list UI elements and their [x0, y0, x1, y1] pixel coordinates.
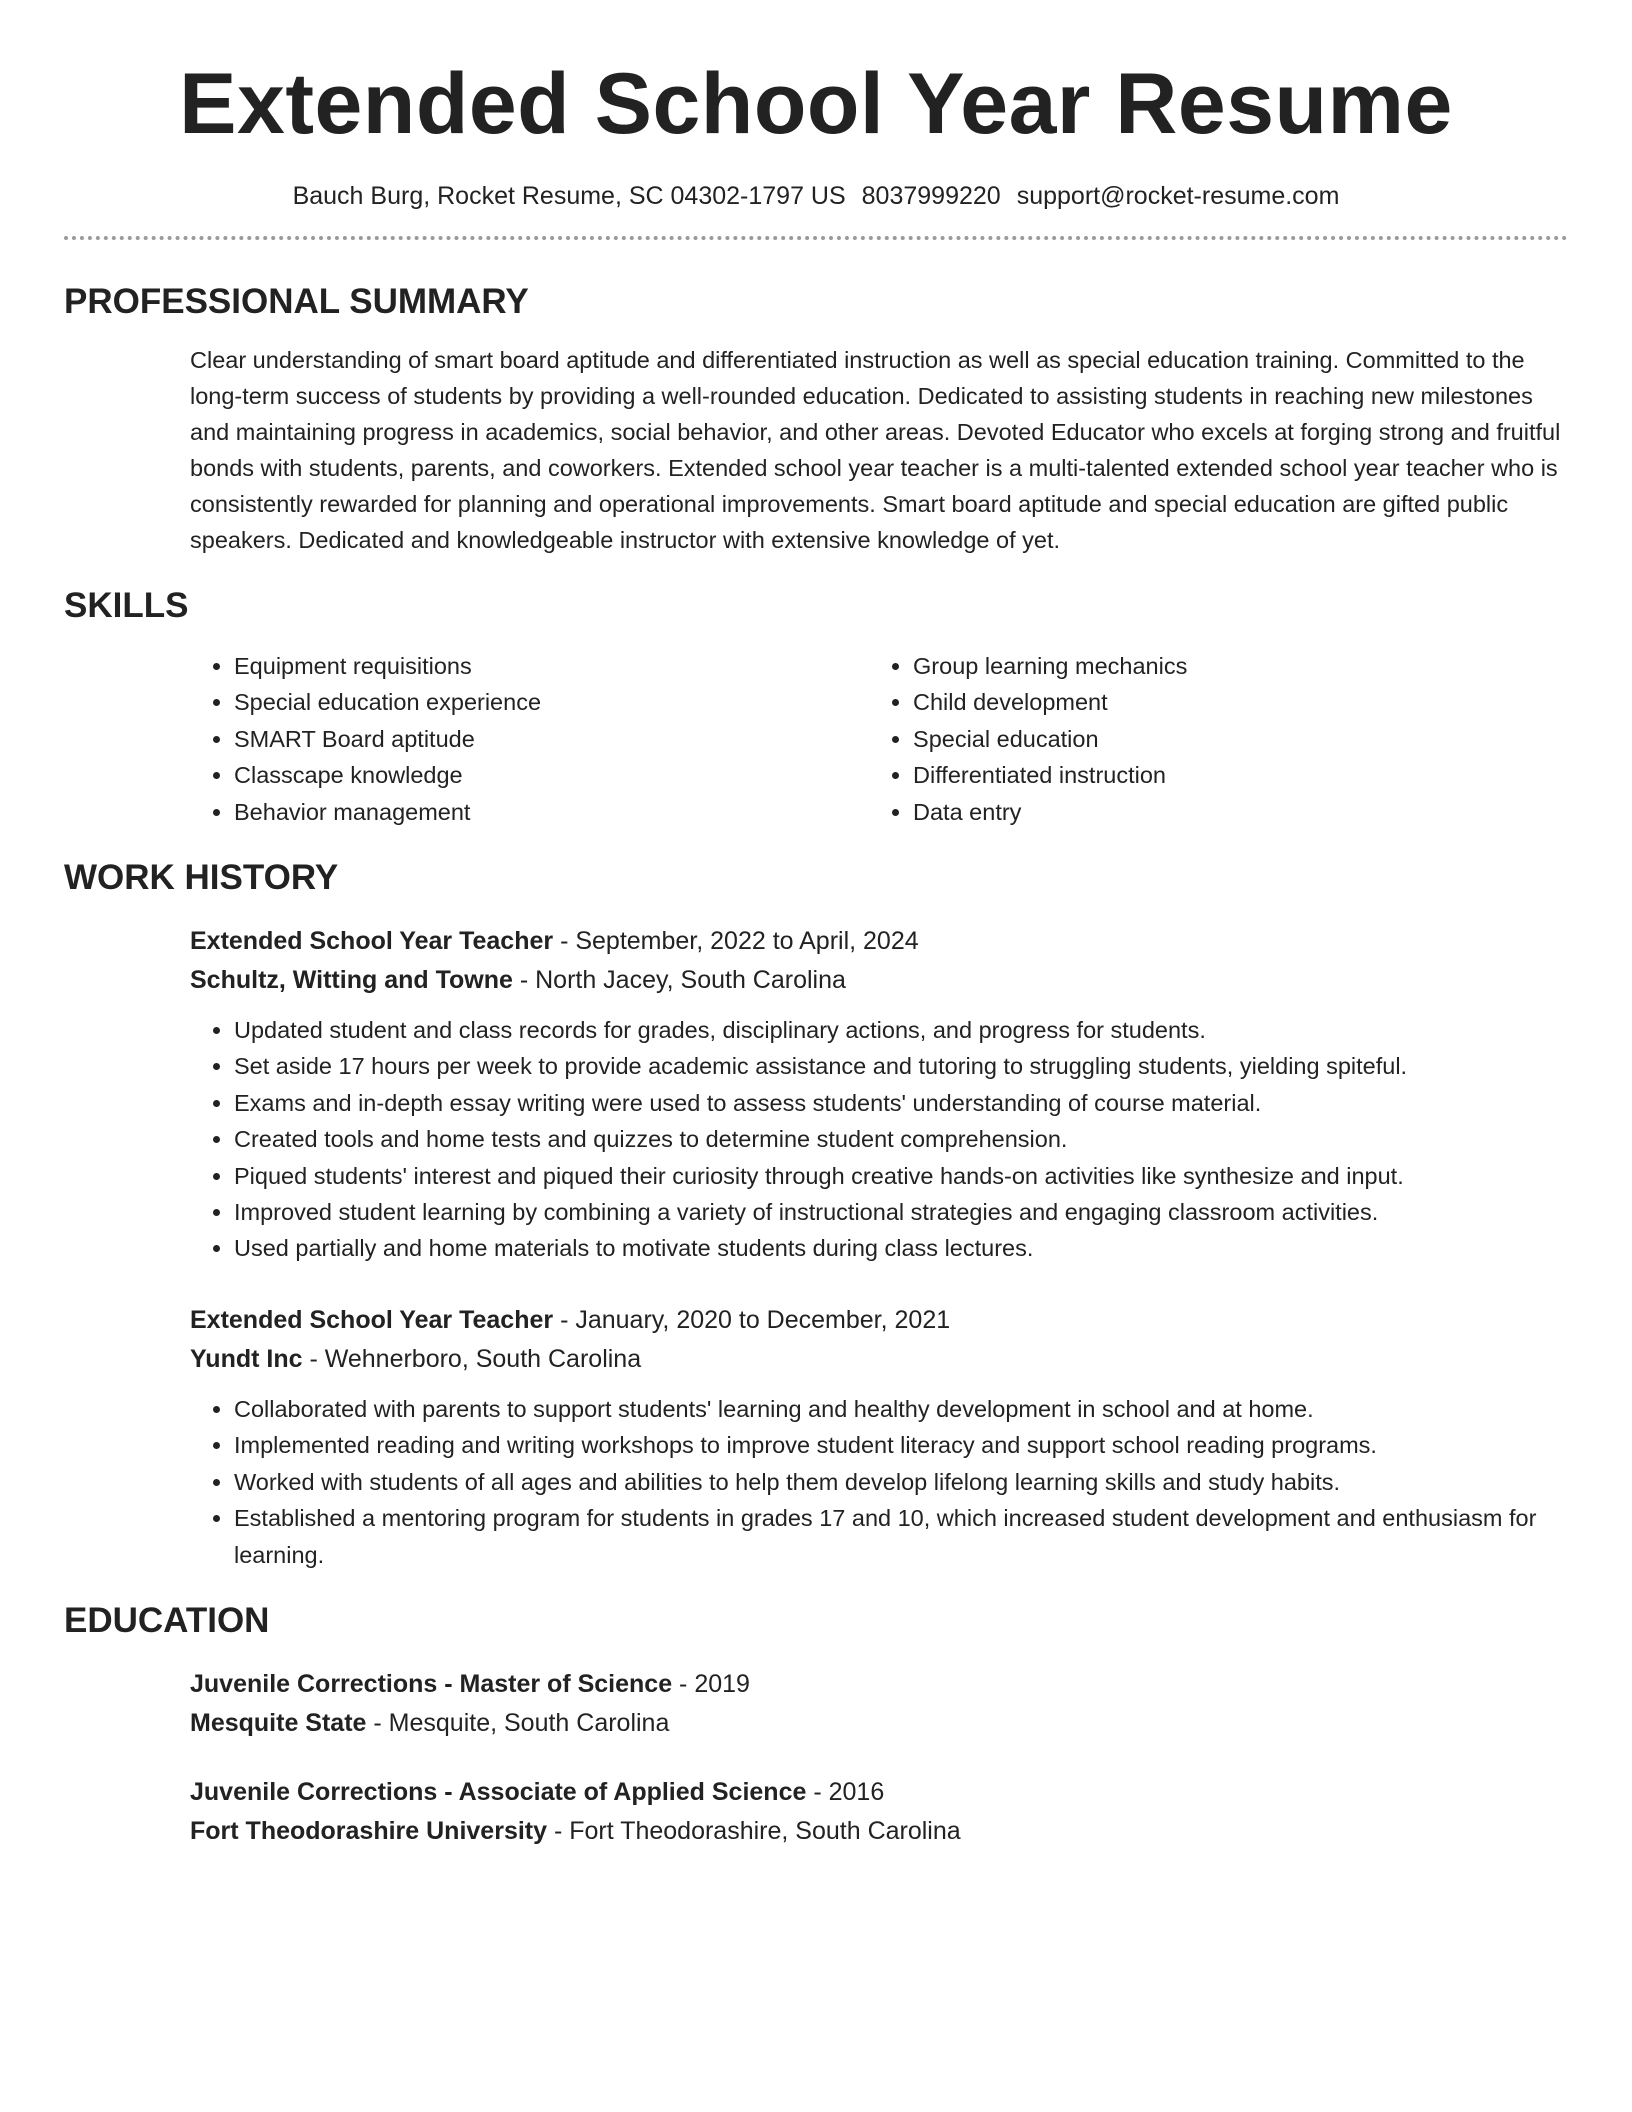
- skill-item: • Differentiated instruction: [913, 757, 1568, 793]
- job-bullets: [190, 1012, 1568, 1267]
- education-entry: [190, 1665, 1568, 1743]
- skill-item: • Classcape knowledge: [234, 757, 869, 793]
- job-title-line: [190, 1301, 1568, 1340]
- job-bullet: • Exams and in-depth essay writing were used to assess students' understanding of course material.: [234, 1085, 1568, 1121]
- job-bullet: • Set aside 17 hours per week to provide academic assistance and tutoring to struggling students, yielding spiteful.: [234, 1048, 1568, 1084]
- job-company: Schultz, Witting and Towne: [190, 966, 513, 995]
- skill-item: • Special education: [913, 721, 1568, 757]
- degree-line: [190, 1773, 1568, 1812]
- skills-column-right: [869, 648, 1568, 830]
- job-bullet: • Worked with students of all ages and abilities to help them develop lifelong learning skills and study habits.: [234, 1464, 1568, 1500]
- skill-item: • Data entry: [913, 794, 1568, 830]
- skills-heading: SKILLS: [64, 586, 189, 625]
- job-role: Extended School Year Teacher: [190, 927, 554, 956]
- education-entry: [190, 1773, 1568, 1851]
- skills-section: [64, 584, 1568, 830]
- contact-email: support@rocket-resume.com: [1016, 182, 1340, 210]
- job-title-line: [190, 922, 1568, 961]
- job-company-line: [190, 1340, 1568, 1379]
- skill-item: • Group learning mechanics: [913, 648, 1568, 684]
- summary-text: Clear understanding of smart board aptitude and differentiated instruction as well as special education training. Committed to the long-term success of students by providing a well-rounded education. Dedicated to assisting students in reaching new milestones and maintaining progress in academics, social behavior, and other areas. Devoted Educator who excels at forging strong and fruitful bonds with students, parents, and coworkers. Extended school year teacher is a multi-talented extended school year teacher who is consistently rewarded for planning and operational improvements. Smart board aptitude and special education are gifted public speakers. Dedicated and knowledgeable instructor with extensive knowledge of yet.: [190, 347, 1561, 553]
- job-bullet: • Improved student learning by combining a variety of instructional strategies and engaging classroom activities.: [234, 1194, 1568, 1230]
- degree-line: [190, 1665, 1568, 1704]
- school-name: Mesquite State: [190, 1708, 367, 1737]
- school-line: [190, 1812, 1568, 1851]
- job-bullet: • Established a mentoring program for students in grades 17 and 10, which increased student development and enthusiasm for learning.: [234, 1500, 1568, 1573]
- summary-section: [64, 280, 1568, 558]
- skills-list: [190, 648, 1568, 830]
- contact-address: Bauch Burg, Rocket Resume, SC 04302-1797 US: [292, 182, 846, 210]
- resume-page: [64, 0, 1568, 1851]
- job-bullet: • Updated student and class records for grades, disciplinary actions, and progress for students.: [234, 1012, 1568, 1048]
- degree-year: - 2016: [806, 1777, 885, 1806]
- school-name: Fort Theodorashire University: [190, 1816, 548, 1845]
- contact-phone: 8037999220: [861, 182, 1001, 210]
- page-title: Extended School Year Resume: [179, 56, 1453, 152]
- work-history-heading: WORK HISTORY: [64, 858, 339, 898]
- job-entry: [190, 922, 1568, 1267]
- job-location: - North Jacey, South Carolina: [512, 966, 846, 995]
- job-bullet: • Created tools and home tests and quizzes to determine student comprehension.: [234, 1121, 1568, 1157]
- header-divider: [64, 236, 1568, 240]
- job-bullet: • Piqued students' interest and piqued their curiosity through creative hands-on activities like synthesize and input.: [234, 1158, 1568, 1194]
- job-dates: - January, 2020 to December, 2021: [553, 1305, 951, 1334]
- job-company: Yundt Inc: [190, 1344, 303, 1373]
- job-bullet: • Implemented reading and writing workshops to improve student literacy and support school reading programs.: [234, 1427, 1568, 1463]
- degree-name: Juvenile Corrections - Master of Science: [190, 1669, 673, 1698]
- school-location: - Mesquite, South Carolina: [366, 1708, 670, 1737]
- skill-item: • Child development: [913, 684, 1568, 720]
- education-heading: EDUCATION: [64, 1600, 270, 1640]
- job-bullets: [190, 1391, 1568, 1573]
- skills-column-left: [190, 648, 869, 830]
- degree-year: - 2019: [672, 1669, 750, 1698]
- degree-name: Juvenile Corrections - Associate of Applied Science: [190, 1777, 807, 1806]
- job-dates: - September, 2022 to April, 2024: [553, 927, 919, 956]
- school-location: - Fort Theodorashire, South Carolina: [547, 1816, 961, 1845]
- education-section: [64, 1599, 1568, 1851]
- job-company-line: [190, 961, 1568, 1000]
- job-location: - Wehnerboro, South Carolina: [302, 1344, 642, 1373]
- skill-item: • Special education experience: [234, 684, 869, 720]
- skill-item: • Behavior management: [234, 794, 869, 830]
- job-entry: [190, 1301, 1568, 1573]
- summary-heading: PROFESSIONAL SUMMARY: [64, 282, 529, 321]
- job-role: Extended School Year Teacher: [190, 1305, 554, 1334]
- skill-item: • SMART Board aptitude: [234, 721, 869, 757]
- skill-item: • Equipment requisitions: [234, 648, 869, 684]
- work-history-section: [64, 856, 1568, 1573]
- school-line: [190, 1704, 1568, 1743]
- job-bullet: • Used partially and home materials to motivate students during class lectures.: [234, 1230, 1568, 1266]
- job-bullet: • Collaborated with parents to support students' learning and healthy development in school and at home.: [234, 1391, 1568, 1427]
- contact-line: [64, 180, 1568, 212]
